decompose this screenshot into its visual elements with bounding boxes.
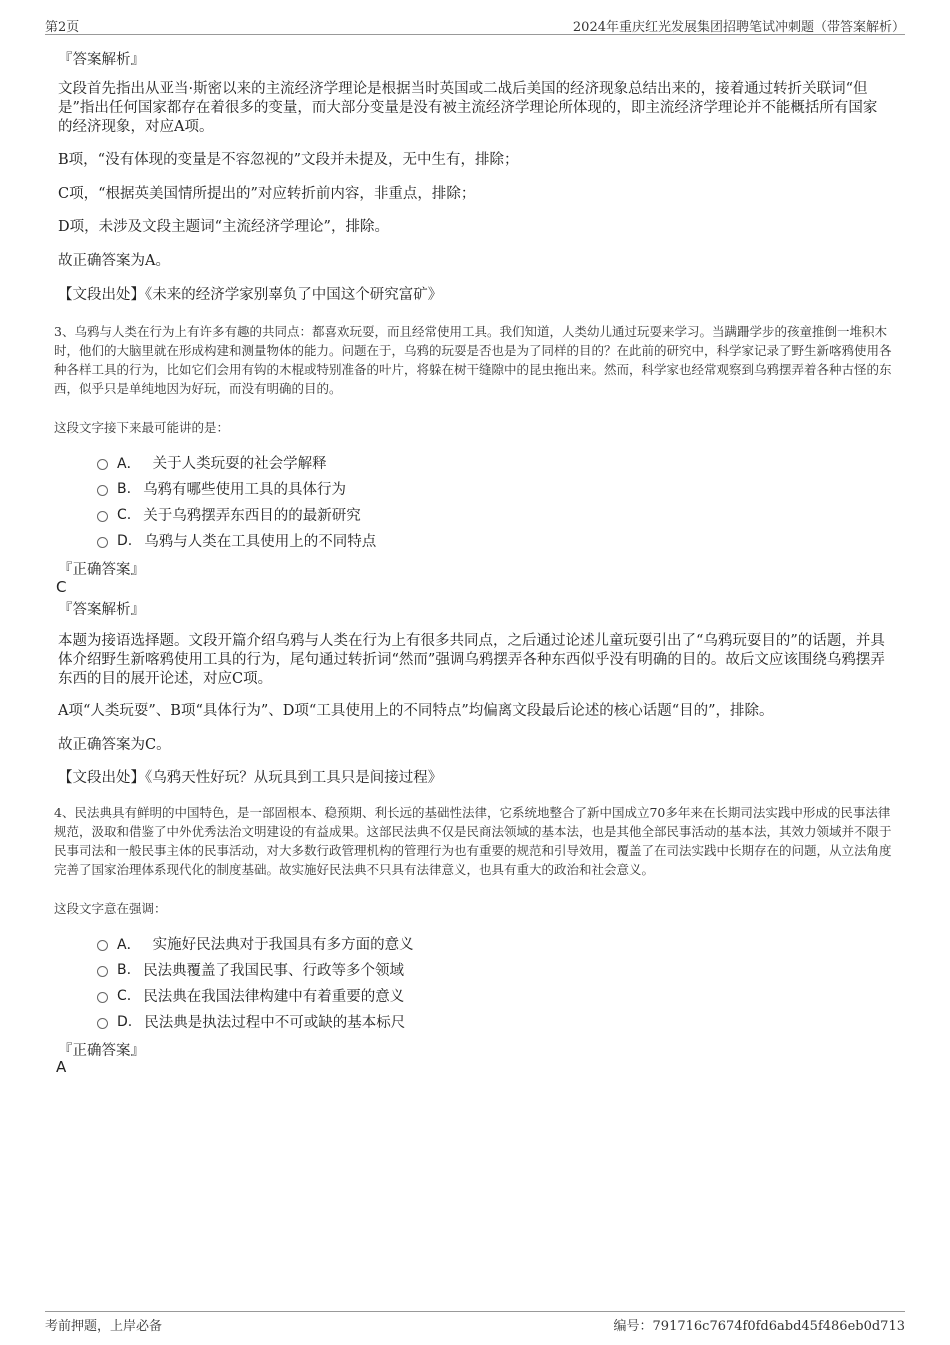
- q2-analysis-option-b: B项，“没有体现的变量是不容忽视的”文段并未提及，无中生有，排除；: [58, 152, 519, 168]
- radio-icon[interactable]: [97, 537, 108, 548]
- q2-analysis-option-c: C项，“根据英美国情所提出的”对应转折前内容，非重点，排除；: [58, 186, 476, 202]
- q2-conclusion: 故正确答案为A。: [58, 253, 170, 269]
- q2-analysis-heading: 『答案解析』: [58, 52, 145, 68]
- q4-prompt: 这段文字意在强调：: [54, 901, 167, 916]
- option-text: 乌鸦有哪些使用工具的具体行为: [143, 482, 347, 498]
- q3-analysis-heading: 『答案解析』: [58, 602, 145, 618]
- page-header: [45, 14, 905, 35]
- radio-icon[interactable]: [97, 966, 108, 977]
- q3-answer-heading: 『正确答案』: [58, 562, 145, 578]
- option-text: 关于人类玩耍的社会学解释: [152, 456, 327, 472]
- option-text: 实施好民法典对于我国具有多方面的意义: [152, 937, 414, 953]
- radio-icon[interactable]: [97, 459, 108, 470]
- q2-source: 【文段出处】《未来的经济学家别辜负了中国这个研究富矿》: [58, 287, 443, 303]
- option-letter: D.: [117, 532, 133, 549]
- q4-answer-heading: 『正确答案』: [58, 1043, 145, 1059]
- q4-answer: A: [56, 1058, 67, 1076]
- q3-option-a[interactable]: [97, 452, 327, 473]
- page-number: 第2页: [45, 20, 80, 35]
- q4-option-b[interactable]: [97, 959, 404, 980]
- q3-analysis-other-options: A项“人类玩耍”、B项“具体行为”、D项“工具使用上的不同特点”均偏离文段最后论述的核心话题“目的”，排除。: [58, 703, 774, 719]
- radio-icon[interactable]: [97, 992, 108, 1003]
- option-letter: C.: [117, 987, 132, 1004]
- q3-prompt: 这段文字接下来最可能讲的是：: [54, 420, 230, 435]
- q3-answer: C: [56, 578, 67, 596]
- option-text: 民法典在我国法律构建中有着重要的意义: [143, 989, 405, 1005]
- q3-option-c[interactable]: [97, 504, 361, 525]
- option-letter: A．: [117, 936, 141, 953]
- q4-option-a[interactable]: [97, 933, 414, 954]
- document-title: 2024年重庆红光发展集团招聘笔试冲刺题（带答案解析）: [572, 20, 905, 35]
- q4-option-d[interactable]: [97, 1011, 405, 1032]
- q4-stem: 4、民法典具有鲜明的中国特色，是一部固根本、稳预期、利长远的基础性法律，它系统地整合了新中国成立70多年来在长期司法实践中形成的民事法律规范，汲取和借鉴了中外优秀法治文明建设的有益成果。这部民法典不仅是民商法领域的基本法，也是其他全部民事活动的基本法，其效力领域并不限于民事司法和一般民事主体的民事活动，对大多数行政管理机构的管理行为也有重要的规范和引导效用，覆盖了在司法实践中长期存在的问题，从立法角度完善了国家治理体系现代化的制度基础。故实施好民法典不只具有法律意义，也具有重大的政治和社会意义。: [54, 805, 892, 877]
- document-serial: 编号：791716c7674f0fd6abd45f486eb0d713: [613, 1319, 905, 1334]
- radio-icon[interactable]: [97, 511, 108, 522]
- radio-icon[interactable]: [97, 940, 108, 951]
- option-text: 乌鸦与人类在工具使用上的不同特点: [144, 534, 377, 550]
- q3-option-d[interactable]: [97, 530, 376, 551]
- option-letter: D.: [117, 1013, 133, 1030]
- radio-icon[interactable]: [97, 1018, 108, 1029]
- option-text: 民法典是执法过程中不可或缺的基本标尺: [144, 1015, 406, 1031]
- footer-slogan: 考前押题，上岸必备: [45, 1319, 163, 1334]
- radio-icon[interactable]: [97, 485, 108, 496]
- option-letter: B.: [117, 961, 132, 978]
- option-text: 关于乌鸦摆弄东西目的的最新研究: [143, 508, 361, 524]
- q2-analysis-paragraph: 文段首先指出从亚当·斯密以来的主流经济学理论是根据当时英国或二战后美国的经济现象总结出来的，接着通过转折关联词“但是”指出任何国家都存在着很多的变量，而大部分变量是没有被主流经济学理论所体现的，即主流经济学理论并不能概括所有国家的经济现象，对应A项。: [58, 81, 878, 135]
- q3-conclusion: 故正确答案为C。: [58, 737, 171, 753]
- q3-analysis-paragraph: 本题为接语选择题。文段开篇介绍乌鸦与人类在行为上有很多共同点，之后通过论述儿童玩耍引出了“乌鸦玩耍目的”的话题，并具体介绍野生新喀鸦使用工具的行为，尾句通过转折词“然而”强调乌鸦摆弄各种东西似乎没有明确的目的。故后文应该围绕乌鸦摆弄东西的目的展开论述，对应C项。: [58, 633, 885, 687]
- q3-source: 【文段出处】《乌鸦天性好玩？从玩具到工具只是间接过程》: [58, 770, 443, 786]
- q2-analysis-option-d: D项，未涉及文段主题词“主流经济学理论”，排除。: [58, 219, 389, 235]
- option-text: 民法典覆盖了我国民事、行政等多个领域: [143, 963, 405, 979]
- q3-option-b[interactable]: [97, 478, 346, 499]
- option-letter: B.: [117, 480, 132, 497]
- option-letter: A．: [117, 455, 141, 472]
- q3-stem: 3、乌鸦与人类在行为上有许多有趣的共同点：都喜欢玩耍，而且经常使用工具。我们知道，人类幼儿通过玩耍来学习。当蹒跚学步的孩童推倒一堆积木时，他们的大脑里就在形成构建和测量物体的能力。问题在于，乌鸦的玩耍是否也是为了同样的目的？在此前的研究中，科学家记录了野生新喀鸦使用各种各样工具的行为，比如它们会用有钩的木棍或特别准备的叶片，将躲在树干缝隙中的昆虫拖出来。然而，科学家也经常观察到乌鸦摆弄着各种古怪的东西，似乎只是单纯地因为好玩，而没有明确的目的。: [54, 324, 892, 396]
- page-footer: [45, 1311, 905, 1334]
- q4-option-c[interactable]: [97, 985, 404, 1006]
- option-letter: C.: [117, 506, 132, 523]
